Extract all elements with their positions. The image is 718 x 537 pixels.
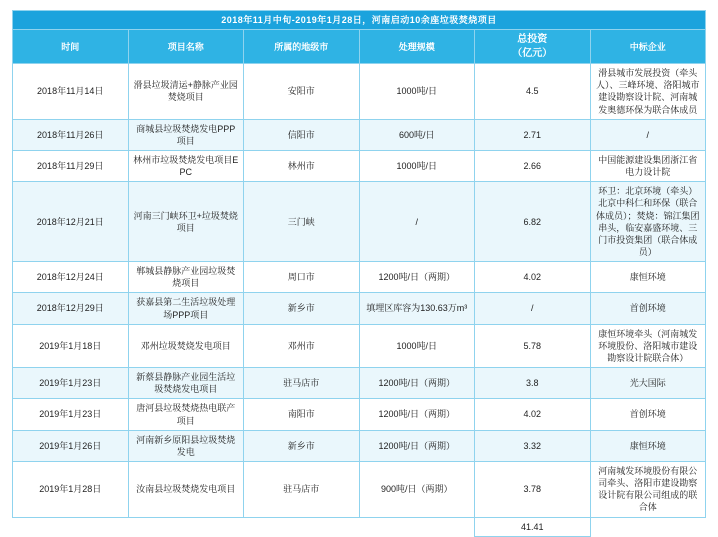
cell-invest: 6.82 (475, 182, 591, 262)
table-row (13, 293, 706, 324)
cell-invest: 3.8 (475, 368, 591, 399)
column-header-city: 所属的地级市 (244, 30, 360, 64)
cell-name: 汝南县垃圾焚烧发电项目 (128, 461, 244, 517)
cell-company: 中国能源建设集团浙江省电力设计院 (590, 150, 706, 181)
total-spacer (244, 517, 360, 536)
table-row (13, 324, 706, 367)
cell-time: 2019年1月18日 (13, 324, 129, 367)
total-spacer (128, 517, 244, 536)
cell-company: 环卫：北京环境（牵头）北京中科仁和环保（联合体成员）；焚烧：锦江集团串头，临安嘉盛环境、三门市投资集团（联合体成员） (590, 182, 706, 262)
total-spacer (359, 517, 475, 536)
cell-scale: 1200吨/日（两期） (359, 262, 475, 293)
cell-invest: 4.02 (475, 262, 591, 293)
table-row (13, 64, 706, 120)
cell-city: 林州市 (244, 150, 360, 181)
cell-invest: 4.5 (475, 64, 591, 120)
table-title-row (13, 11, 706, 30)
table-row (13, 368, 706, 399)
cell-city: 安阳市 (244, 64, 360, 120)
cell-name: 商城县垃圾焚烧发电PPP项目 (128, 119, 244, 150)
cell-name: 唐河县垃圾焚烧热电联产项目 (128, 399, 244, 430)
cell-company: 首创环境 (590, 293, 706, 324)
total-spacer (13, 517, 129, 536)
cell-time: 2018年11月29日 (13, 150, 129, 181)
cell-invest: 3.78 (475, 461, 591, 517)
cell-scale: 1200吨/日（两期） (359, 368, 475, 399)
cell-scale: 1000吨/日 (359, 64, 475, 120)
table-row (13, 399, 706, 430)
cell-company: 首创环境 (590, 399, 706, 430)
cell-invest: / (475, 293, 591, 324)
cell-company: 康恒环境 (590, 430, 706, 461)
cell-time: 2018年12月29日 (13, 293, 129, 324)
cell-company: 光大国际 (590, 368, 706, 399)
cell-city: 南阳市 (244, 399, 360, 430)
table-row (13, 182, 706, 262)
cell-name: 林州市垃圾焚烧发电项目EPC (128, 150, 244, 181)
cell-name: 获嘉县第二生活垃圾处理场PPP项目 (128, 293, 244, 324)
column-header-scale: 处理规模 (359, 30, 475, 64)
cell-scale: 1200吨/日（两期） (359, 430, 475, 461)
table-row (13, 461, 706, 517)
cell-time: 2018年12月21日 (13, 182, 129, 262)
cell-scale: 900吨/日（两期） (359, 461, 475, 517)
cell-company: 河南城发环境股份有限公司牵头、洛阳市建设勘察设计院有限公司组成的联合体 (590, 461, 706, 517)
cell-invest: 2.71 (475, 119, 591, 150)
column-header-company: 中标企业 (590, 30, 706, 64)
cell-scale: 填埋区库容为130.63万m³ (359, 293, 475, 324)
cell-city: 新乡市 (244, 293, 360, 324)
column-header-name: 项目名称 (128, 30, 244, 64)
cell-time: 2019年1月23日 (13, 368, 129, 399)
cell-city: 信阳市 (244, 119, 360, 150)
cell-name: 滑县垃圾清运+静脉产业园焚烧项目 (128, 64, 244, 120)
page-title: 2018年11月中旬-2019年1月28日，河南启动10余座垃圾焚烧项目 (13, 11, 706, 30)
table-row (13, 150, 706, 181)
table-row (13, 119, 706, 150)
table-total-row (13, 517, 706, 536)
table-header-row (13, 30, 706, 64)
cell-scale: 1000吨/日 (359, 324, 475, 367)
cell-city: 驻马店市 (244, 368, 360, 399)
cell-scale: / (359, 182, 475, 262)
cell-city: 周口市 (244, 262, 360, 293)
cell-invest: 3.32 (475, 430, 591, 461)
cell-time: 2019年1月26日 (13, 430, 129, 461)
cell-company: / (590, 119, 706, 150)
cell-name: 河南三门峡环卫+垃圾焚烧项目 (128, 182, 244, 262)
total-spacer (590, 517, 706, 536)
cell-scale: 600吨/日 (359, 119, 475, 150)
cell-city: 驻马店市 (244, 461, 360, 517)
cell-company: 康恒环境牵头（河南城发环境股份、洛阳城市建设勘察设计院联合体） (590, 324, 706, 367)
table-row (13, 430, 706, 461)
cell-name: 河南新乡原阳县垃圾焚烧发电 (128, 430, 244, 461)
cell-city: 邓州市 (244, 324, 360, 367)
column-header-time: 时间 (13, 30, 129, 64)
cell-name: 郸城县静脉产业园垃圾焚烧项目 (128, 262, 244, 293)
column-header-invest (475, 30, 591, 64)
cell-scale: 1200吨/日（两期） (359, 399, 475, 430)
cell-invest: 2.66 (475, 150, 591, 181)
cell-city: 新乡市 (244, 430, 360, 461)
cell-time: 2019年1月28日 (13, 461, 129, 517)
column-header-invest-line2: （亿元） (512, 47, 553, 59)
cell-name: 新蔡县静脉产业园生活垃圾焚烧发电项目 (128, 368, 244, 399)
cell-time: 2018年11月26日 (13, 119, 129, 150)
cell-city: 三门峡 (244, 182, 360, 262)
cell-invest: 5.78 (475, 324, 591, 367)
cell-company: 滑县城市发展投资（牵头人）、三峰环境、洛阳城市建设勘察设计院、河南城发奥德环保为联合体成员 (590, 64, 706, 120)
cell-scale: 1000吨/日 (359, 150, 475, 181)
table-row (13, 262, 706, 293)
cell-time: 2018年11月14日 (13, 64, 129, 120)
cell-time: 2018年12月24日 (13, 262, 129, 293)
cell-name: 邓州垃圾焚烧发电项目 (128, 324, 244, 367)
column-header-invest-line1: 总投资 (517, 34, 548, 46)
project-table (12, 10, 706, 537)
cell-company: 康恒环境 (590, 262, 706, 293)
cell-time: 2019年1月23日 (13, 399, 129, 430)
total-invest-value: 41.41 (475, 517, 591, 536)
cell-invest: 4.02 (475, 399, 591, 430)
